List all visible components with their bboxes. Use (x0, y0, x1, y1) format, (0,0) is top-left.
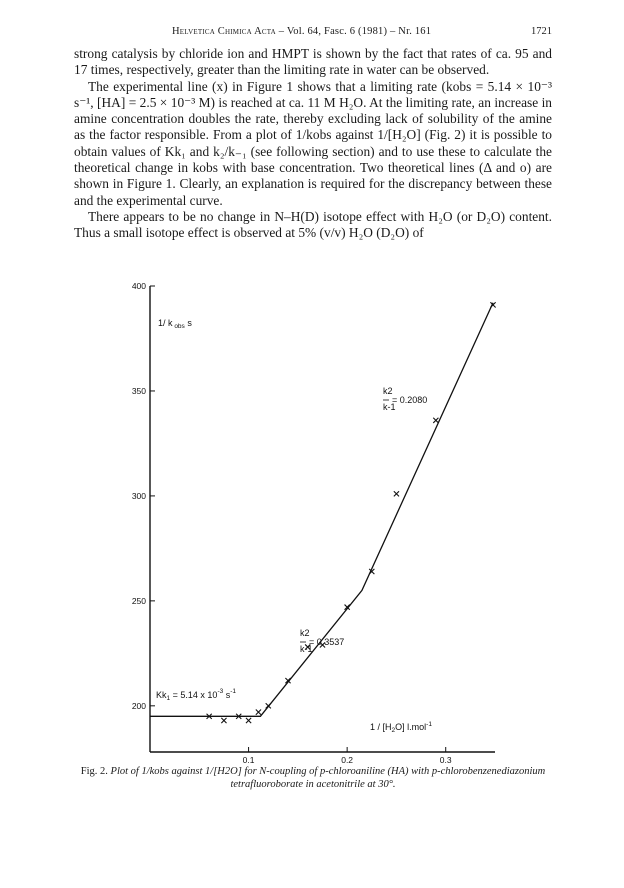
y-tick-label: 300 (131, 490, 146, 501)
data-point (221, 718, 226, 723)
running-header (74, 26, 552, 40)
plot-svg (100, 278, 520, 765)
slope-lower-k2: k2 (300, 628, 310, 638)
x-axis-label: $1 / [H_2O]$ l.mol$^{-1}$ (370, 721, 432, 734)
intercept-label: $Kk_1 = 5.14$ x $10^{-3}$ $s^{-1}$ (156, 688, 237, 702)
body-text (74, 46, 552, 242)
x-tick-label: 0.3 (439, 755, 452, 765)
paragraph-1: strong catalysis by chloride ion and HMPT is shown by the fact that rates of ca. 95 and 17 times, respectively, greater than the limiting rate in water can be observed. (74, 46, 552, 78)
slope-upper-km1: k-1 (383, 402, 396, 412)
figure-2 (100, 278, 520, 765)
y-tick-label: 250 (131, 595, 146, 606)
data-point (256, 710, 261, 715)
x-tick-label: 0.2 (341, 755, 354, 765)
data-point (433, 418, 438, 423)
data-point (266, 703, 271, 708)
figure-caption (74, 765, 552, 791)
y-axis-label: 1/ k $_{obs}$ s (158, 318, 192, 330)
caption-text: Plot of 1/kobs against 1/[H2O] for N-coupling of p-chloroaniline (HA) with p-chlorobenzenediazonium tetrafluoroborate in acetonitrile at 30°. (110, 766, 546, 790)
paragraph-3: There appears to be no change in N–H(D) isotope effect with H₂O (or D₂O) content. Thus a small isotope effect is observed at 5% (v/v) H₂O (D₂O) of (74, 208, 552, 241)
x-tick-label: 0.1 (242, 755, 255, 765)
paragraph-2: The experimental line (x) in Figure 1 shows that a limiting rate (kobs = 5.14 × 10⁻³ s⁻¹, [HA] = 2.5 × 10⁻³ M) is reached at ca. 11 M H₂O. At the limiting rate, an increase in amine concentration doubles the rate, thereby excluding lack of solubility of the amine as the factor responsible. From a plot of 1/kobs against 1/[H₂O] (Fig. 2) it is possible to obtain values of Kk₁ and k₂/k₋₁ (see following section) and to use these to calculate the theoretical change in kobs with base concentration. Two theoretical lines (Δ and o) are shown in Figure 1. Clearly, an explanation is required for the discrepancy between these and the experimental curve. (74, 78, 552, 208)
data-point (394, 491, 399, 496)
y-tick-label: 400 (131, 281, 146, 291)
fit-line (150, 303, 493, 717)
slope-lower-km1: k-1 (300, 644, 313, 654)
slope-upper-value: = 0.2080 (392, 395, 428, 405)
page-number: 1721 (531, 26, 552, 37)
data-point (246, 718, 251, 723)
y-tick-label: 350 (131, 385, 146, 396)
slope-upper-k2: k2 (383, 386, 393, 396)
volume-info: – Vol. 64, Fasc. 6 (1981) – Nr. 161 (275, 26, 432, 37)
slope-lower-value: = 0.3537 (309, 637, 345, 647)
journal-title: Helvetica Chimica Acta – Vol. 64, Fasc. 6 (1981) – Nr. 161 (172, 26, 432, 37)
y-tick-label: 200 (131, 700, 146, 711)
caption-lead: Fig. 2. (80, 766, 111, 777)
